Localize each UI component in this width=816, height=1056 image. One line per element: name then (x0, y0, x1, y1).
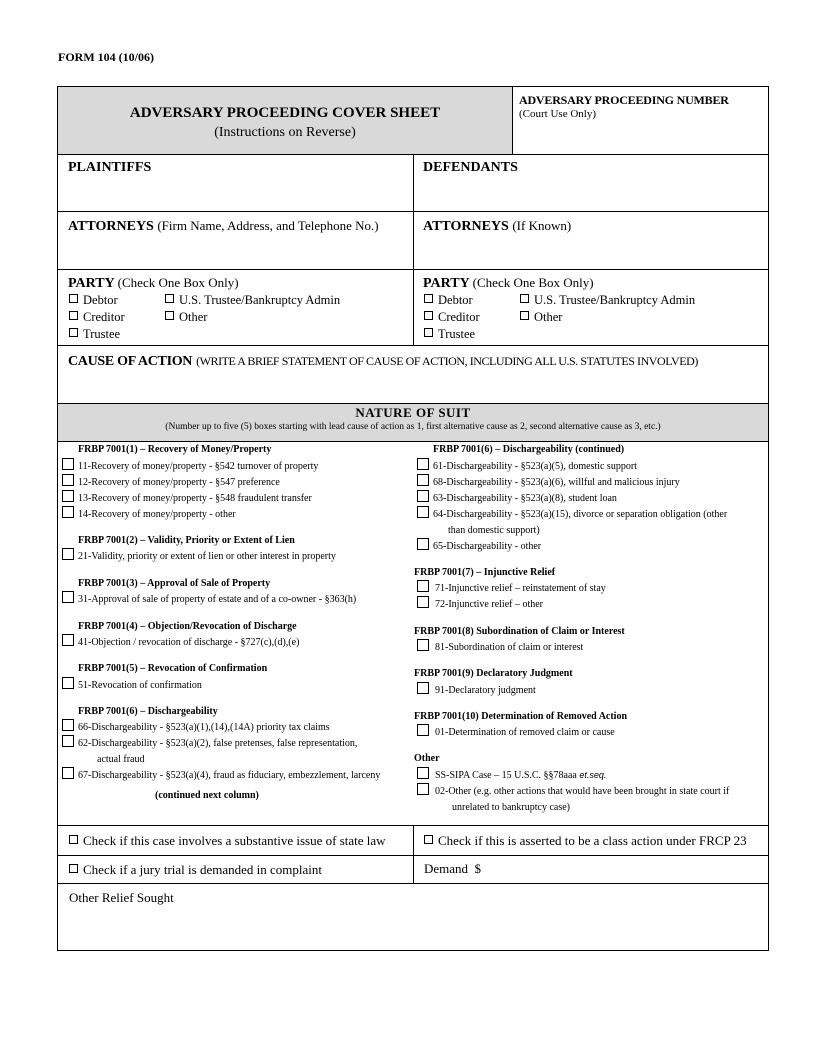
court-use-note: (Court Use Only) (519, 108, 596, 120)
nos-item: 71-Injunctive relief – reinstatement of stay (435, 583, 606, 594)
nos-item (435, 770, 606, 781)
checkbox-square (69, 328, 78, 337)
option-label: U.S. Trustee/Bankruptcy Admin (179, 293, 341, 307)
demand-field[interactable]: Demand $ (424, 861, 482, 876)
nos-51-checkbox[interactable] (62, 677, 74, 689)
defendants-label: DEFENDANTS (423, 160, 518, 175)
category-heading: FRBP 7001(10) Determination of Removed Action (414, 711, 628, 722)
nos-62-checkbox[interactable] (62, 735, 74, 747)
attorneys-note: (If Known) (512, 218, 572, 233)
category-heading: FRBP 7001(1) – Recovery of Money/Property (78, 444, 272, 455)
checkbox-square (424, 311, 433, 320)
cause-label: CAUSE OF ACTION (68, 354, 193, 369)
attorneys-label: ATTORNEYS (423, 219, 509, 234)
rule (512, 87, 513, 154)
jury-trial-checkbox[interactable] (69, 862, 322, 878)
checkbox-square (165, 294, 174, 303)
nos-item: 13-Recovery of money/property - §548 fraudulent transfer (78, 493, 312, 504)
nos-item: 61-Dischargeability - §523(a)(5), domestic support (433, 461, 637, 472)
category-heading: FRBP 7001(4) – Objection/Revocation of Discharge (78, 621, 297, 632)
nos-item: 51-Revocation of confirmation (78, 680, 202, 691)
category-heading: Other (414, 753, 440, 764)
state-law-label: Check if this case involves a substantive issue of state law (83, 833, 386, 848)
et-seq: et.seq. (579, 770, 607, 780)
checkbox-square (520, 294, 529, 303)
category-heading: FRBP 7001(6) – Dischargeability (78, 706, 218, 717)
checkbox-square (69, 311, 78, 320)
plaintiffs-label: PLAINTIFFS (68, 160, 152, 175)
category-heading: FRBP 7001(7) – Injunctive Relief (414, 567, 556, 578)
nos-66-checkbox[interactable] (62, 719, 74, 731)
nos-02-checkbox[interactable] (417, 783, 429, 795)
nos-item: 02-Other (e.g. other actions that would have been brought in state court if (435, 786, 730, 797)
rule (413, 154, 414, 345)
cause-of-action (68, 352, 698, 370)
nos-65-checkbox[interactable] (417, 538, 429, 550)
nature-of-suit-instructions: (Number up to five (5) boxes starting with lead cause of action as 1, first alternative cause as 2, second alternative cause as 3, etc.) (165, 422, 661, 432)
category-heading: FRBP 7001(3) – Approval of Sale of Property (78, 578, 271, 589)
rule (413, 825, 414, 883)
nos-41-checkbox[interactable] (62, 634, 74, 646)
defendant-creditor-checkbox[interactable] (424, 310, 480, 325)
party-note: (Check One Box Only) (117, 275, 239, 290)
proceeding-number-label: ADVERSARY PROCEEDING NUMBER (519, 93, 729, 107)
nos-item: 21-Validity, priority or extent of lien or other interest in property (78, 551, 336, 562)
nos-item: 01-Determination of removed claim or cause (435, 727, 615, 738)
nos-11-checkbox[interactable] (62, 458, 74, 470)
rule (58, 883, 768, 884)
plaintiff-other-checkbox[interactable] (165, 310, 207, 325)
checkbox-square (69, 294, 78, 303)
plaintiff-debtor-checkbox[interactable] (69, 293, 118, 308)
defendant-trustee-checkbox[interactable] (424, 327, 475, 342)
nos-item: 63-Dischargeability - §523(a)(8), student loan (433, 493, 617, 504)
option-label: Creditor (438, 310, 480, 324)
nos-item: 81-Subordination of claim or interest (435, 642, 584, 653)
nos-31-checkbox[interactable] (62, 591, 74, 603)
option-label: Debtor (438, 293, 473, 307)
nos-63-checkbox[interactable] (417, 490, 429, 502)
nos-item-continued: unrelated to bankruptcy case) (452, 802, 571, 813)
attorneys-label: ATTORNEYS (68, 219, 154, 234)
nos-12-checkbox[interactable] (62, 474, 74, 486)
state-law-checkbox[interactable] (69, 833, 386, 849)
option-label: Trustee (83, 327, 121, 341)
jury-trial-label: Check if a jury trial is demanded in complaint (83, 862, 322, 877)
rule (58, 403, 768, 404)
other-relief-label: Other Relief Sought (69, 890, 174, 905)
option-label: Other (534, 310, 563, 324)
nos-ss-checkbox[interactable] (417, 767, 429, 779)
checkbox-square (424, 328, 433, 337)
option-label: U.S. Trustee/Bankruptcy Admin (534, 293, 696, 307)
form-number: FORM 104 (10/06) (58, 50, 154, 64)
nos-item: 67-Dischargeability - §523(a)(4), fraud as fiduciary, embezzlement, larceny (78, 770, 381, 781)
form-subtitle: (Instructions on Reverse) (214, 125, 356, 140)
nos-item: 91-Declaratory judgment (435, 685, 536, 696)
attorneys-defendant-heading (423, 218, 571, 235)
plaintiff-creditor-checkbox[interactable] (69, 310, 125, 325)
class-action-label: Check if this is asserted to be a class action under FRCP 23 (438, 833, 747, 848)
nos-14-checkbox[interactable] (62, 506, 74, 518)
category-heading: FRBP 7001(8) Subordination of Claim or Interest (414, 626, 625, 637)
nos-21-checkbox[interactable] (62, 548, 74, 560)
rule (58, 441, 768, 442)
nos-71-checkbox[interactable] (417, 580, 429, 592)
nos-item: 66-Dischargeability - §523(a)(1),(14),(14A) priority tax claims (78, 722, 330, 733)
party-defendant-heading (423, 275, 594, 292)
category-heading: FRBP 7001(2) – Validity, Priority or Extent of Lien (78, 535, 295, 546)
defendant-debtor-checkbox[interactable] (424, 293, 473, 308)
nos-item: 41-Objection / revocation of discharge - §727(c),(d),(e) (78, 637, 300, 648)
class-action-checkbox[interactable] (424, 833, 747, 849)
nos-91-checkbox[interactable] (417, 682, 429, 694)
party-label: PARTY (423, 276, 470, 291)
defendant-trustee-admin-checkbox[interactable] (520, 293, 695, 308)
category-heading: FRBP 7001(6) – Dischargeability (continued) (433, 444, 625, 455)
nos-item: 64-Dischargeability - §523(a)(15), divorce or separation obligation (other (433, 509, 728, 520)
nos-81-checkbox[interactable] (417, 639, 429, 651)
nos-item-continued: than domestic support) (448, 525, 540, 536)
checkbox-square (69, 864, 78, 873)
option-label: Other (179, 310, 208, 324)
nos-item: 62-Dischargeability - §523(a)(2), false pretenses, false representation, (78, 738, 358, 749)
option-label: Creditor (83, 310, 125, 324)
cause-note: (WRITE A BRIEF STATEMENT OF CAUSE OF ACTION, INCLUDING ALL U.S. STATUTES INVOLVED) (196, 354, 698, 368)
checkbox-square (520, 311, 529, 320)
defendant-other-checkbox[interactable] (520, 310, 562, 325)
checkbox-square (424, 294, 433, 303)
party-plaintiff-heading (68, 275, 239, 292)
nature-of-suit-title: NATURE OF SUIT (355, 405, 471, 420)
nos-64-checkbox[interactable] (417, 506, 429, 518)
attorneys-note: (Firm Name, Address, and Telephone No.) (157, 218, 379, 233)
category-heading: FRBP 7001(9) Declaratory Judgment (414, 668, 573, 679)
form-title: ADVERSARY PROCEEDING COVER SHEET (129, 105, 441, 121)
rule (58, 345, 768, 346)
nos-13-checkbox[interactable] (62, 490, 74, 502)
nos-item: 68-Dischargeability - §523(a)(6), willful and malicious injury (433, 477, 680, 488)
option-label: Debtor (83, 293, 118, 307)
checkbox-square (165, 311, 174, 320)
nos-67-checkbox[interactable] (62, 767, 74, 779)
nos-item: 31-Approval of sale of property of estate and of a co-owner - §363(h) (78, 594, 357, 605)
nos-item: 65-Dischargeability - other (433, 541, 542, 552)
plaintiff-trustee-admin-checkbox[interactable] (165, 293, 340, 308)
continued-note: (continued next column) (155, 790, 259, 801)
nos-item: 72-Injunctive relief – other (435, 599, 544, 610)
nos-01-checkbox[interactable] (417, 724, 429, 736)
nos-72-checkbox[interactable] (417, 596, 429, 608)
party-label: PARTY (68, 276, 115, 291)
nos-item-text: SS-SIPA Case – 15 U.S.C. §§78aaa (435, 770, 577, 781)
nos-item: 12-Recovery of money/property - §547 preference (78, 477, 280, 488)
checkbox-square (69, 835, 78, 844)
party-note: (Check One Box Only) (472, 275, 594, 290)
nos-61-checkbox[interactable] (417, 458, 429, 470)
nos-item-continued: actual fraud (97, 754, 145, 765)
plaintiff-trustee-checkbox[interactable] (69, 327, 120, 342)
option-label: Trustee (438, 327, 476, 341)
nos-item: 11-Recovery of money/property - §542 turnover of property (78, 461, 319, 472)
checkbox-square (424, 835, 433, 844)
attorneys-plaintiff-heading (68, 218, 379, 235)
nos-68-checkbox[interactable] (417, 474, 429, 486)
category-heading: FRBP 7001(5) – Revocation of Confirmation (78, 663, 268, 674)
nos-item: 14-Recovery of money/property - other (78, 509, 236, 520)
